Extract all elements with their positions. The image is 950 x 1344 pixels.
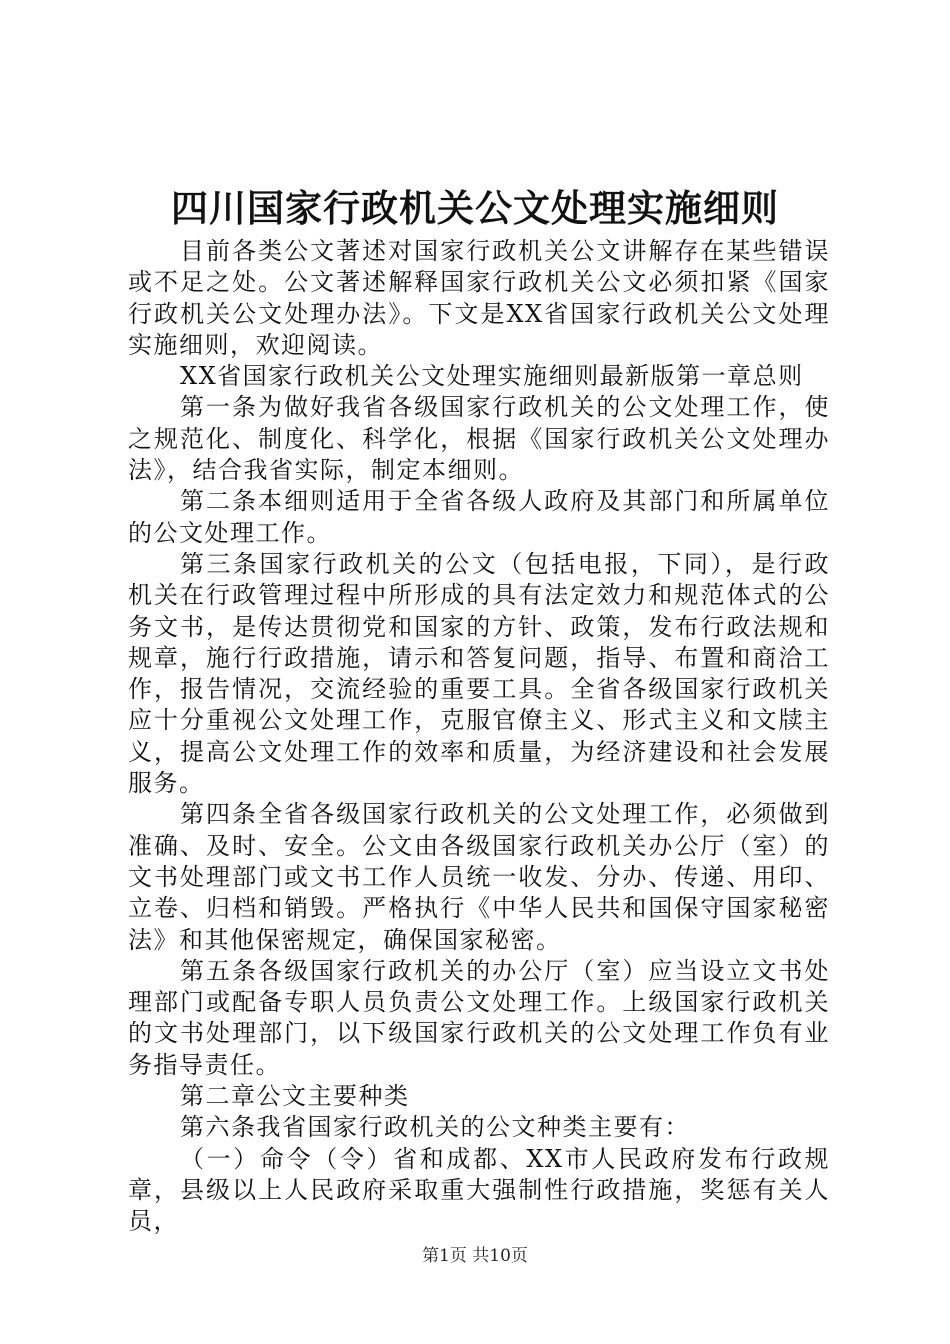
paragraph-chapter-two-heading: 第二章公文主要种类: [180, 1082, 410, 1111]
paragraph-chapter-one-heading: XX省国家行政机关公文处理实施细则最新版第一章总则: [180, 362, 804, 391]
paragraph-item-1: （一）命令（令）省和成都、XX市人民政府发布行政规章，县级以上人民政府采取重大强制性行政措施，奖惩有关人员，: [128, 1144, 830, 1236]
document-title: 四川国家行政机关公文处理实施细则: [171, 186, 779, 230]
paragraph-article-1: 第一条为做好我省各级国家行政机关的公文处理工作，使之规范化、制度化、科学化，根据《国家行政机关公文处理办法》，结合我省实际，制定本细则。: [128, 393, 830, 485]
paragraph-intro: 目前各类公文著述对国家行政机关公文讲解存在某些错误或不足之处。公文著述解释国家行政机关公文必须扣紧《国家行政机关公文处理办法》。下文是XX省国家行政机关公文处理实施细则，欢迎阅读。: [128, 237, 830, 359]
paragraph-article-2: 第二条本细则适用于全省各级人政府及其部门和所属单位的公文处理工作。: [128, 487, 830, 547]
paragraph-article-4: 第四条全省各级国家行政机关的公文处理工作，必须做到准确、及时、安全。公文由各级国家行政机关办公厅（室）的文书处理部门或文书工作人员统一收发、分办、传递、用印、立卷、归档和销毁。严格执行《中华人民共和国保守国家秘密法》和其他保密规定，确保国家秘密。: [128, 800, 830, 954]
document-body: [128, 236, 830, 1238]
paragraph-article-3: 第三条国家行政机关的公文（包括电报，下同），是行政机关在行政管理过程中所形成的具有法定效力和规范体式的公务文书，是传达贯彻党和国家的方针、政策，发布行政法规和规章，施行行政措施，请示和答复问题，指导、布置和商洽工作，报告情况，交流经验的重要工具。全省各级国家行政机关应十分重视公文处理工作，克服官僚主义、形式主义和文牍主义，提高公文处理工作的效率和质量，为经济建设和社会发展服务。: [128, 549, 830, 798]
page-footer: [0, 1244, 950, 1268]
paragraph-article-5: 第五条各级国家行政机关的办公厅（室）应当设立文书处理部门或配备专职人员负责公文处理工作。上级国家行政机关的文书处理部门，以下级国家行政机关的公文处理工作负有业务指导责任。: [128, 956, 830, 1079]
page-number: 第1页 共10页: [422, 1246, 528, 1266]
paragraph-article-6: 第六条我省国家行政机关的公文种类主要有：: [180, 1113, 690, 1142]
